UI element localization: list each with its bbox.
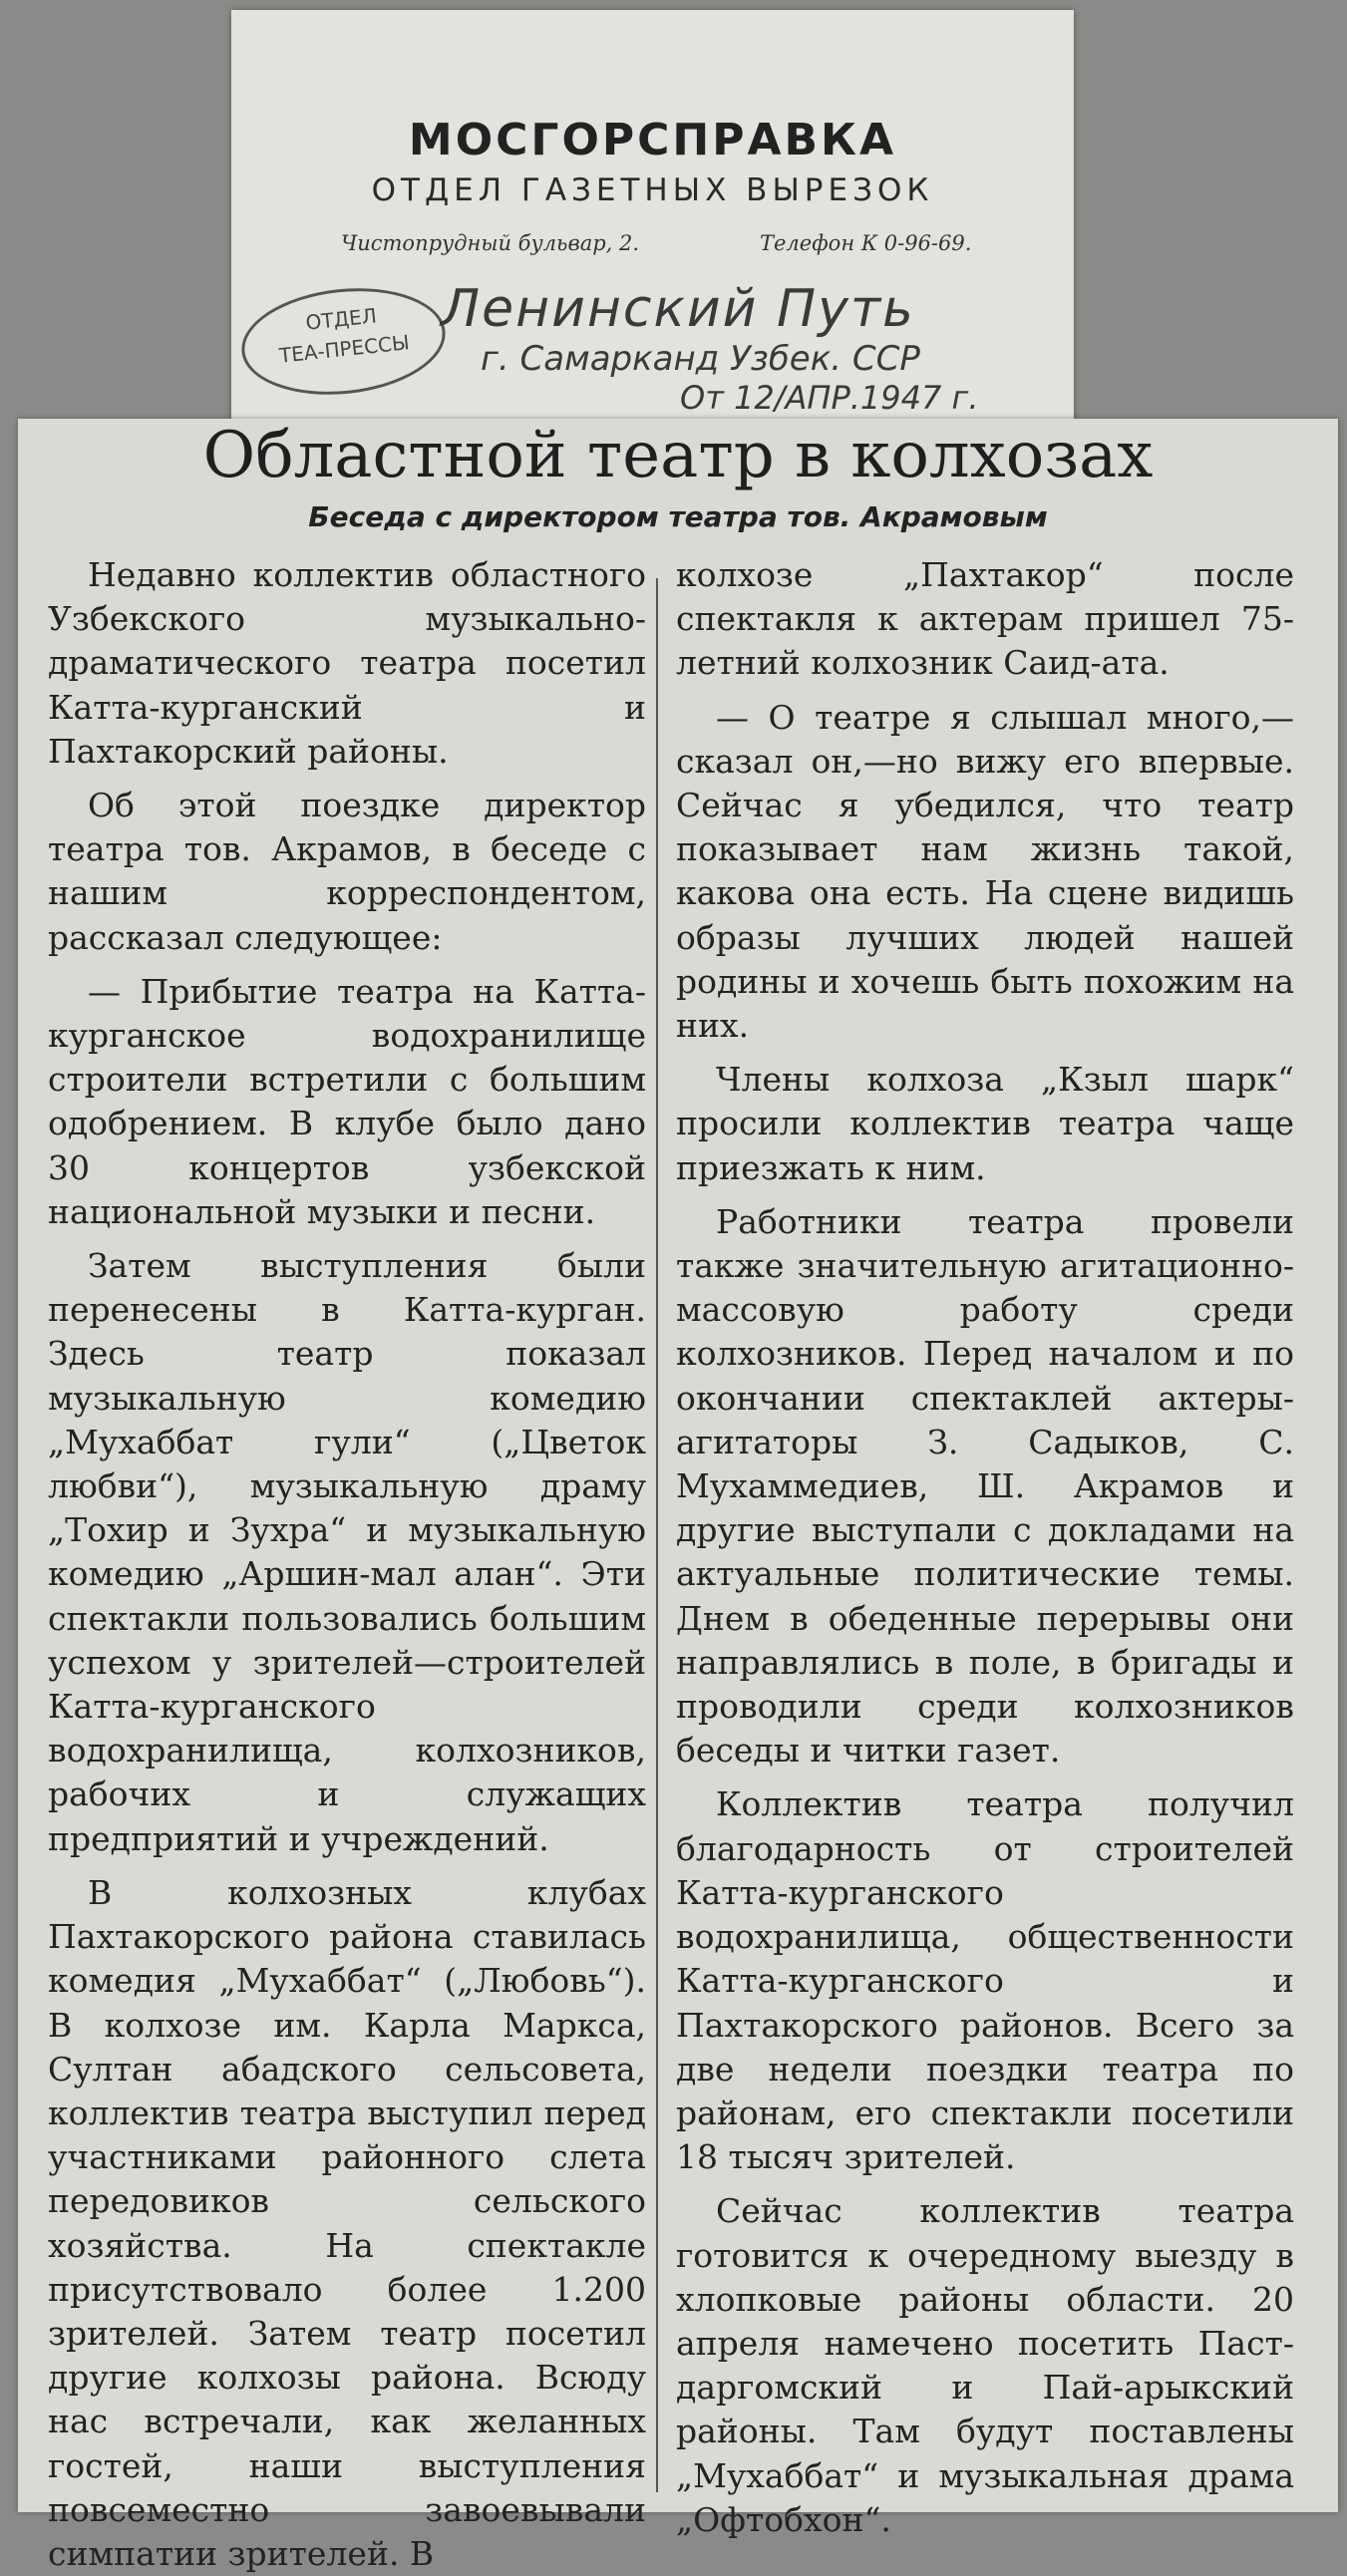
clipping-service-label <box>231 10 1074 429</box>
paragraph: Члены колхоза „Кзыл шарк“ просили коллектив театра чаще приезжать к ним. <box>676 1060 1294 1187</box>
paragraph: — О театре я слышал много,—сказал он,—но вижу его впервые. Сейчас я убедился, что театр показывает нам жизнь такой, какова она есть. На сцене видишь образы лучших людей нашей родины и хочешь быть похожим на них. <box>676 697 1294 1046</box>
article-column-right <box>676 553 1294 2542</box>
handwritten-date: От 12/АПР.1947 г. <box>680 379 979 417</box>
paragraph: Коллектив театра получил благодарность от строителей Катта-курганского водохранилища, общественности Катта-курганского и Пахтакорского районов. Всего за две недели поездки театра по районам, его спектакли посетили 18 тысяч зрителей. <box>676 1784 1294 2177</box>
paragraph: Затем выступления были перенесены в Катта-курган. Здесь театр показал музыкальную комедию „Мухаббат гули“ („Цветок любви“), музыкальную драму „Тохир и Зухра“ и музыкальную комедию „Аршин-мал алан“. Эти спектакли пользовались большим успехом у зрителей—строителей Катта-курганского водохранилища, колхозников, рабочих и служащих предприятий и учреждений. <box>48 1246 646 1858</box>
article-subheadline: Беседа с директором театра тов. Акрамовым <box>308 500 1048 533</box>
article-column-left <box>48 553 646 2576</box>
paragraph: Недавно коллектив областного Узбекского музыкально-драматического театра посетил Катта-курганский и Пахтакорский районы. <box>48 555 646 771</box>
agency-name: МОСГОРСПРАВКА <box>408 115 897 165</box>
paragraph: Сейчас коллектив театра готовится к очередному выезду в хлопковые районы области. 20 апреля намечено посетить Паст-даргомский и Пай-арыкский районы. Там будут поставлены „Мухаббат“ и музыкальная драма „Офтобхон“. <box>676 2191 1294 2539</box>
paragraph: В колхозных клубах Пахтакорского района ставилась комедия „Мухаббат“ („Любовь“). В колхозе им. Карла Маркса, Султан абадского сельсовета, коллектив театра выступил перед участниками районного слета передовиков сельского хозяйства. На спектакле присутствовало более 1.200 зрителей. Затем театр посетил другие колхозы района. Всюду нас встречали, как желанных гостей, наши выступления повсеместно завоевывали симпатии зрителей. В <box>48 1872 646 2573</box>
stamp-line-2: ТЕА-ПРЕССЫ <box>277 330 411 368</box>
column-divider <box>656 578 658 2492</box>
paragraph: Работники театра провели также значительную агитационно-массовую работу среди колхозников. Перед началом и по окончании спектаклей актеры-агитаторы З. Садыков, С. Мухаммедиев, Ш. Акрамов и другие выступали с докладами на актуальные политические темы. Днем в обеденные перерывы они направлялись в поле, в бригады и проводили среди колхозников беседы и читки газет. <box>676 1201 1294 1771</box>
agency-address: Чистопрудный бульвар, 2. <box>341 231 640 255</box>
article-headline: Областной театр в колхозах <box>202 419 1154 492</box>
paragraph: колхозе „Пахтакор“ после спектакля к актерам пришел 75-летний колхозник Саид-ата. <box>676 555 1294 683</box>
newspaper-clipping <box>18 419 1338 2573</box>
agency-phone: Телефон К 0-96-69. <box>760 231 972 255</box>
agency-department: ОТДЕЛ ГАЗЕТНЫХ ВЫРЕЗОК <box>371 172 934 208</box>
press-stamp <box>236 279 451 405</box>
handwritten-city: г. Самарканд Узбек. ССР <box>481 339 920 379</box>
stamp-line-1: ОТДЕЛ <box>304 303 378 335</box>
paragraph: Об этой поездке директор театра тов. Акрамов, в беседе с нашим корреспондентом, рассказал следующее: <box>48 786 646 957</box>
paragraph: — Прибытие театра на Катта-курганское водохранилище строители встретили с большим одобрением. В клубе было дано 30 концертов узбекской национальной музыки и песни. <box>48 971 646 1231</box>
handwritten-newspaper-name: Ленинский Путь <box>441 279 915 339</box>
